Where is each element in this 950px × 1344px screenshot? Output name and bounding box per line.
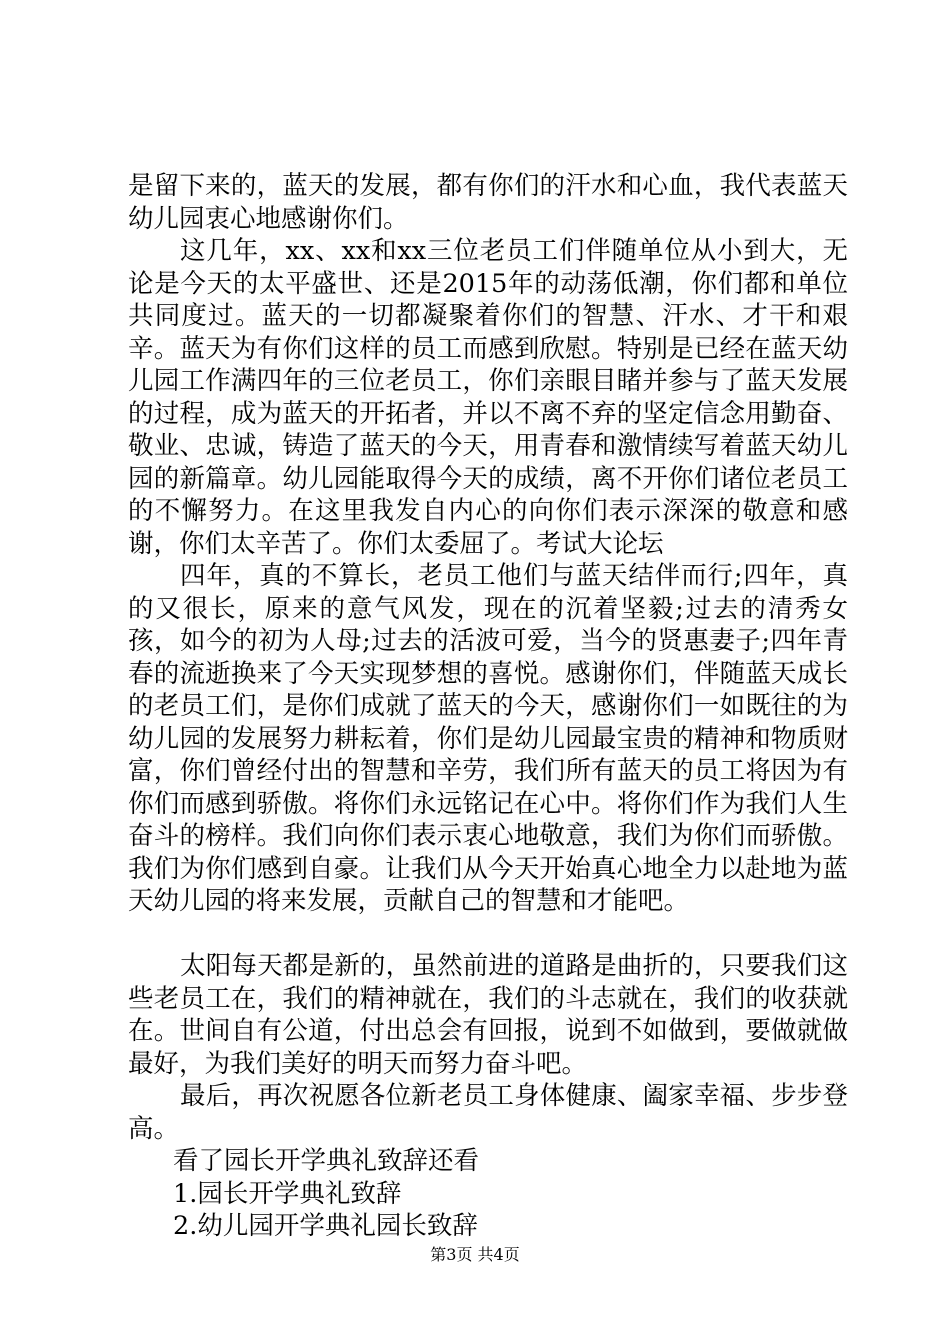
paragraph-spacer bbox=[128, 918, 848, 951]
related-link-2[interactable]: 2.幼儿园开学典礼园长致辞 bbox=[173, 1211, 478, 1241]
related-heading: 看了园长开学典礼致辞还看 bbox=[173, 1146, 480, 1176]
paragraph-closing-wishes: 最后，再次祝愿各位新老员工身体健康、阖家幸福、步步登高。 bbox=[128, 1081, 848, 1144]
paragraph-four-years: 四年，真的不算长，老员工他们与蓝天结伴而行;四年，真的又很长，原来的意气风发，现在的沉着坚毅;过去的清秀女孩，如今的初为人母;过去的活波可爱，当今的贤惠妻子;四年青春的流逝换来了今天实现梦想的喜悦。感谢你们，伴随蓝天成长的老员工们，是你们成就了蓝天的今天，感谢你们一如既往的为幼儿园的发展努力耕耘着，你们是幼儿园最宝贵的精神和物质财富，你们曾经付出的智慧和辛劳，我们所有蓝天的员工将因为有你们而感到骄傲。将你们永远铭记在心中。将你们作为我们人生奋斗的榜样。我们向你们表示衷心地敬意，我们为你们而骄傲。我们为你们感到自豪。让我们从今天开始真心地全力以赴地为蓝天幼儿园的将来发展，贡献自己的智慧和才能吧。 bbox=[128, 561, 848, 916]
paragraph-new-sun: 太阳每天都是新的，虽然前进的道路是曲折的，只要我们这些老员工在，我们的精神就在，我们的斗志就在，我们的收获就在。世间自有公道，付出总会有回报，说到不如做到，要做就做最好，为我们美好的明天而努力奋斗吧。 bbox=[128, 951, 848, 1079]
document-body bbox=[128, 170, 848, 1243]
related-link-1[interactable]: 1.园长开学典礼致辞 bbox=[173, 1178, 402, 1209]
page-footer: 第3页 共4页 bbox=[430, 1245, 520, 1264]
paragraph-veteran-staff: 这几年，xx、xx和xx三位老员工们伴随单位从小到大，无论是今天的太平盛世、还是2015年的动荡低潮，你们都和单位共同度过。蓝天的一切都凝聚着你们的智慧、汗水、才干和艰辛。蓝天为有你们这样的员工而感到欣慰。特别是已经在蓝天幼儿园工作满四年的三位老员工，你们亲眼目睹并参与了蓝天发展的过程，成为蓝天的开拓者，并以不离不弃的坚定信念用勤奋、敬业、忠诚，铸造了蓝天的今天，用青春和激情续写着蓝天幼儿园的新篇章。幼儿园能取得今天的成绩，离不开你们诸位老员工的不懈努力。在这里我发自内心的向你们表示深深的敬意和感谢，你们太辛苦了。你们太委屈了。考试大论坛 bbox=[128, 236, 848, 559]
paragraph-continued: 是留下来的，蓝天的发展，都有你们的汗水和心血，我代表蓝天幼儿园衷心地感谢你们。 bbox=[128, 171, 848, 234]
